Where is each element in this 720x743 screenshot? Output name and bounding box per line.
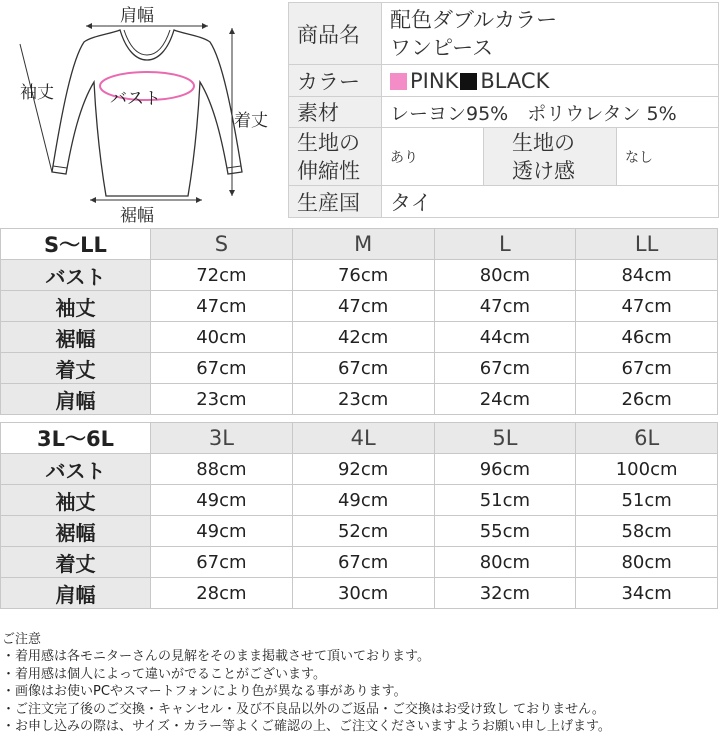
table-row [1, 578, 718, 609]
size-range-label: 3L～6L [1, 423, 151, 454]
row-header: 肩幅 [1, 578, 151, 609]
row-header: 裾幅 [1, 516, 151, 547]
notes-title: ご注意 [2, 632, 42, 647]
material-value: レーヨン95% ポリウレタン 5% [382, 97, 719, 128]
size-col-header: 5L [434, 423, 576, 454]
row-header: 裾幅 [1, 322, 151, 353]
garment-diagram [0, 0, 285, 226]
color-black: BLACK [480, 68, 550, 93]
size-cell: 80cm [434, 547, 576, 578]
size-cell: 23cm [151, 384, 293, 415]
stretch-label [289, 128, 382, 186]
origin-value: タイ [382, 186, 719, 218]
size-cell: 40cm [151, 322, 293, 353]
row-header: バスト [1, 454, 151, 485]
pink-swatch-icon [390, 73, 407, 90]
size-col-header: S [151, 229, 293, 260]
size-cell: 49cm [151, 485, 293, 516]
color-value [382, 65, 719, 97]
size-cell: 51cm [434, 485, 576, 516]
size-cell: 100cm [576, 454, 718, 485]
color-pink: PINK [410, 68, 459, 93]
size-cell: 47cm [292, 291, 434, 322]
table-row [1, 353, 718, 384]
table-row [1, 454, 718, 485]
row-header: 袖丈 [1, 291, 151, 322]
notes-section [2, 631, 718, 735]
material-label: 素材 [289, 97, 382, 128]
table-row [1, 516, 718, 547]
size-cell: 26cm [576, 384, 718, 415]
product-info-table [288, 2, 719, 218]
row-header: 着丈 [1, 547, 151, 578]
note-item: ・着用感は個人によって違いがでることがございます。 [2, 666, 326, 682]
size-cell: 28cm [151, 578, 293, 609]
size-cell: 67cm [292, 353, 434, 384]
size-cell: 72cm [151, 260, 293, 291]
size-cell: 80cm [434, 260, 576, 291]
size-col-header: M [292, 229, 434, 260]
size-cell: 24cm [434, 384, 576, 415]
size-col-header: 4L [292, 423, 434, 454]
size-col-header: 3L [151, 423, 293, 454]
size-cell: 47cm [434, 291, 576, 322]
note-item: ・着用感は各モニターさんの見解をそのまま掲載させて頂いております。 [2, 649, 430, 665]
sheer-label-line-1: 生地の [512, 130, 575, 155]
size-cell: 47cm [576, 291, 718, 322]
stretch-label-line-1: 生地の [297, 130, 360, 155]
size-col-header: 6L [576, 423, 718, 454]
size-cell: 58cm [576, 516, 718, 547]
row-header: 袖丈 [1, 485, 151, 516]
sheer-label-line-2: 透け感 [512, 158, 575, 183]
bust-label: バスト [110, 89, 161, 109]
size-cell: 30cm [292, 578, 434, 609]
stretch-label-line-2: 伸縮性 [297, 158, 360, 183]
table-row [1, 291, 718, 322]
size-cell: 67cm [151, 547, 293, 578]
table-row [1, 384, 718, 415]
color-label: カラー [289, 65, 382, 97]
origin-label: 生産国 [289, 186, 382, 218]
size-cell: 67cm [576, 353, 718, 384]
product-name-line-1: 配色ダブルカラー [390, 7, 558, 32]
table-row [1, 485, 718, 516]
product-name-line-2: ワンピース [390, 35, 494, 60]
color-row [289, 65, 719, 97]
row-header: 着丈 [1, 353, 151, 384]
size-cell: 46cm [576, 322, 718, 353]
note-item: ・お申し込みの際は、サイズ・カラー等よくご確認の上、ご注文くださいますようお願い申し上げます。 [2, 719, 611, 735]
sleeve-label: 袖丈 [20, 83, 54, 103]
table-row [1, 547, 718, 578]
table-row [1, 260, 718, 291]
size-cell: 52cm [292, 516, 434, 547]
row-header: バスト [1, 260, 151, 291]
size-cell: 67cm [434, 353, 576, 384]
material-row [289, 97, 719, 128]
size-range-label: S～LL [1, 229, 151, 260]
product-name-value [382, 3, 719, 65]
size-table-3l-6l [0, 422, 718, 609]
row-header: 肩幅 [1, 384, 151, 415]
size-cell: 47cm [151, 291, 293, 322]
size-cell: 44cm [434, 322, 576, 353]
size-cell: 34cm [576, 578, 718, 609]
table-row [1, 322, 718, 353]
size-cell: 84cm [576, 260, 718, 291]
sheer-value: なし [617, 128, 719, 186]
size-header-row [1, 229, 718, 260]
size-cell: 49cm [292, 485, 434, 516]
size-col-header: L [434, 229, 576, 260]
size-cell: 55cm [434, 516, 576, 547]
fabric-row [289, 128, 719, 186]
size-cell: 51cm [576, 485, 718, 516]
size-cell: 32cm [434, 578, 576, 609]
note-item: ・画像はお使いPCやスマートフォンにより色が異なる事があります。 [2, 684, 407, 700]
length-label: 着丈 [234, 111, 268, 131]
product-name-row [289, 3, 719, 65]
size-cell: 76cm [292, 260, 434, 291]
hem-label: 裾幅 [120, 206, 154, 226]
size-cell: 96cm [434, 454, 576, 485]
size-header-row [1, 423, 718, 454]
size-cell: 42cm [292, 322, 434, 353]
stretch-value: あり [382, 128, 484, 186]
shoulder-label: 肩幅 [120, 6, 154, 26]
sheer-label [484, 128, 617, 186]
origin-row [289, 186, 719, 218]
size-cell: 92cm [292, 454, 434, 485]
size-col-header: LL [576, 229, 718, 260]
size-table-s-ll [0, 228, 718, 415]
size-cell: 23cm [292, 384, 434, 415]
size-cell: 67cm [151, 353, 293, 384]
note-item: ・ご注文完了後のご交換・キャンセル・及び不良品以外のご返品・ご交換はお受け致し ておりません。 [2, 701, 605, 717]
product-name-label: 商品名 [289, 3, 382, 65]
black-swatch-icon [460, 73, 477, 90]
size-cell: 80cm [576, 547, 718, 578]
size-cell: 49cm [151, 516, 293, 547]
size-cell: 88cm [151, 454, 293, 485]
size-cell: 67cm [292, 547, 434, 578]
